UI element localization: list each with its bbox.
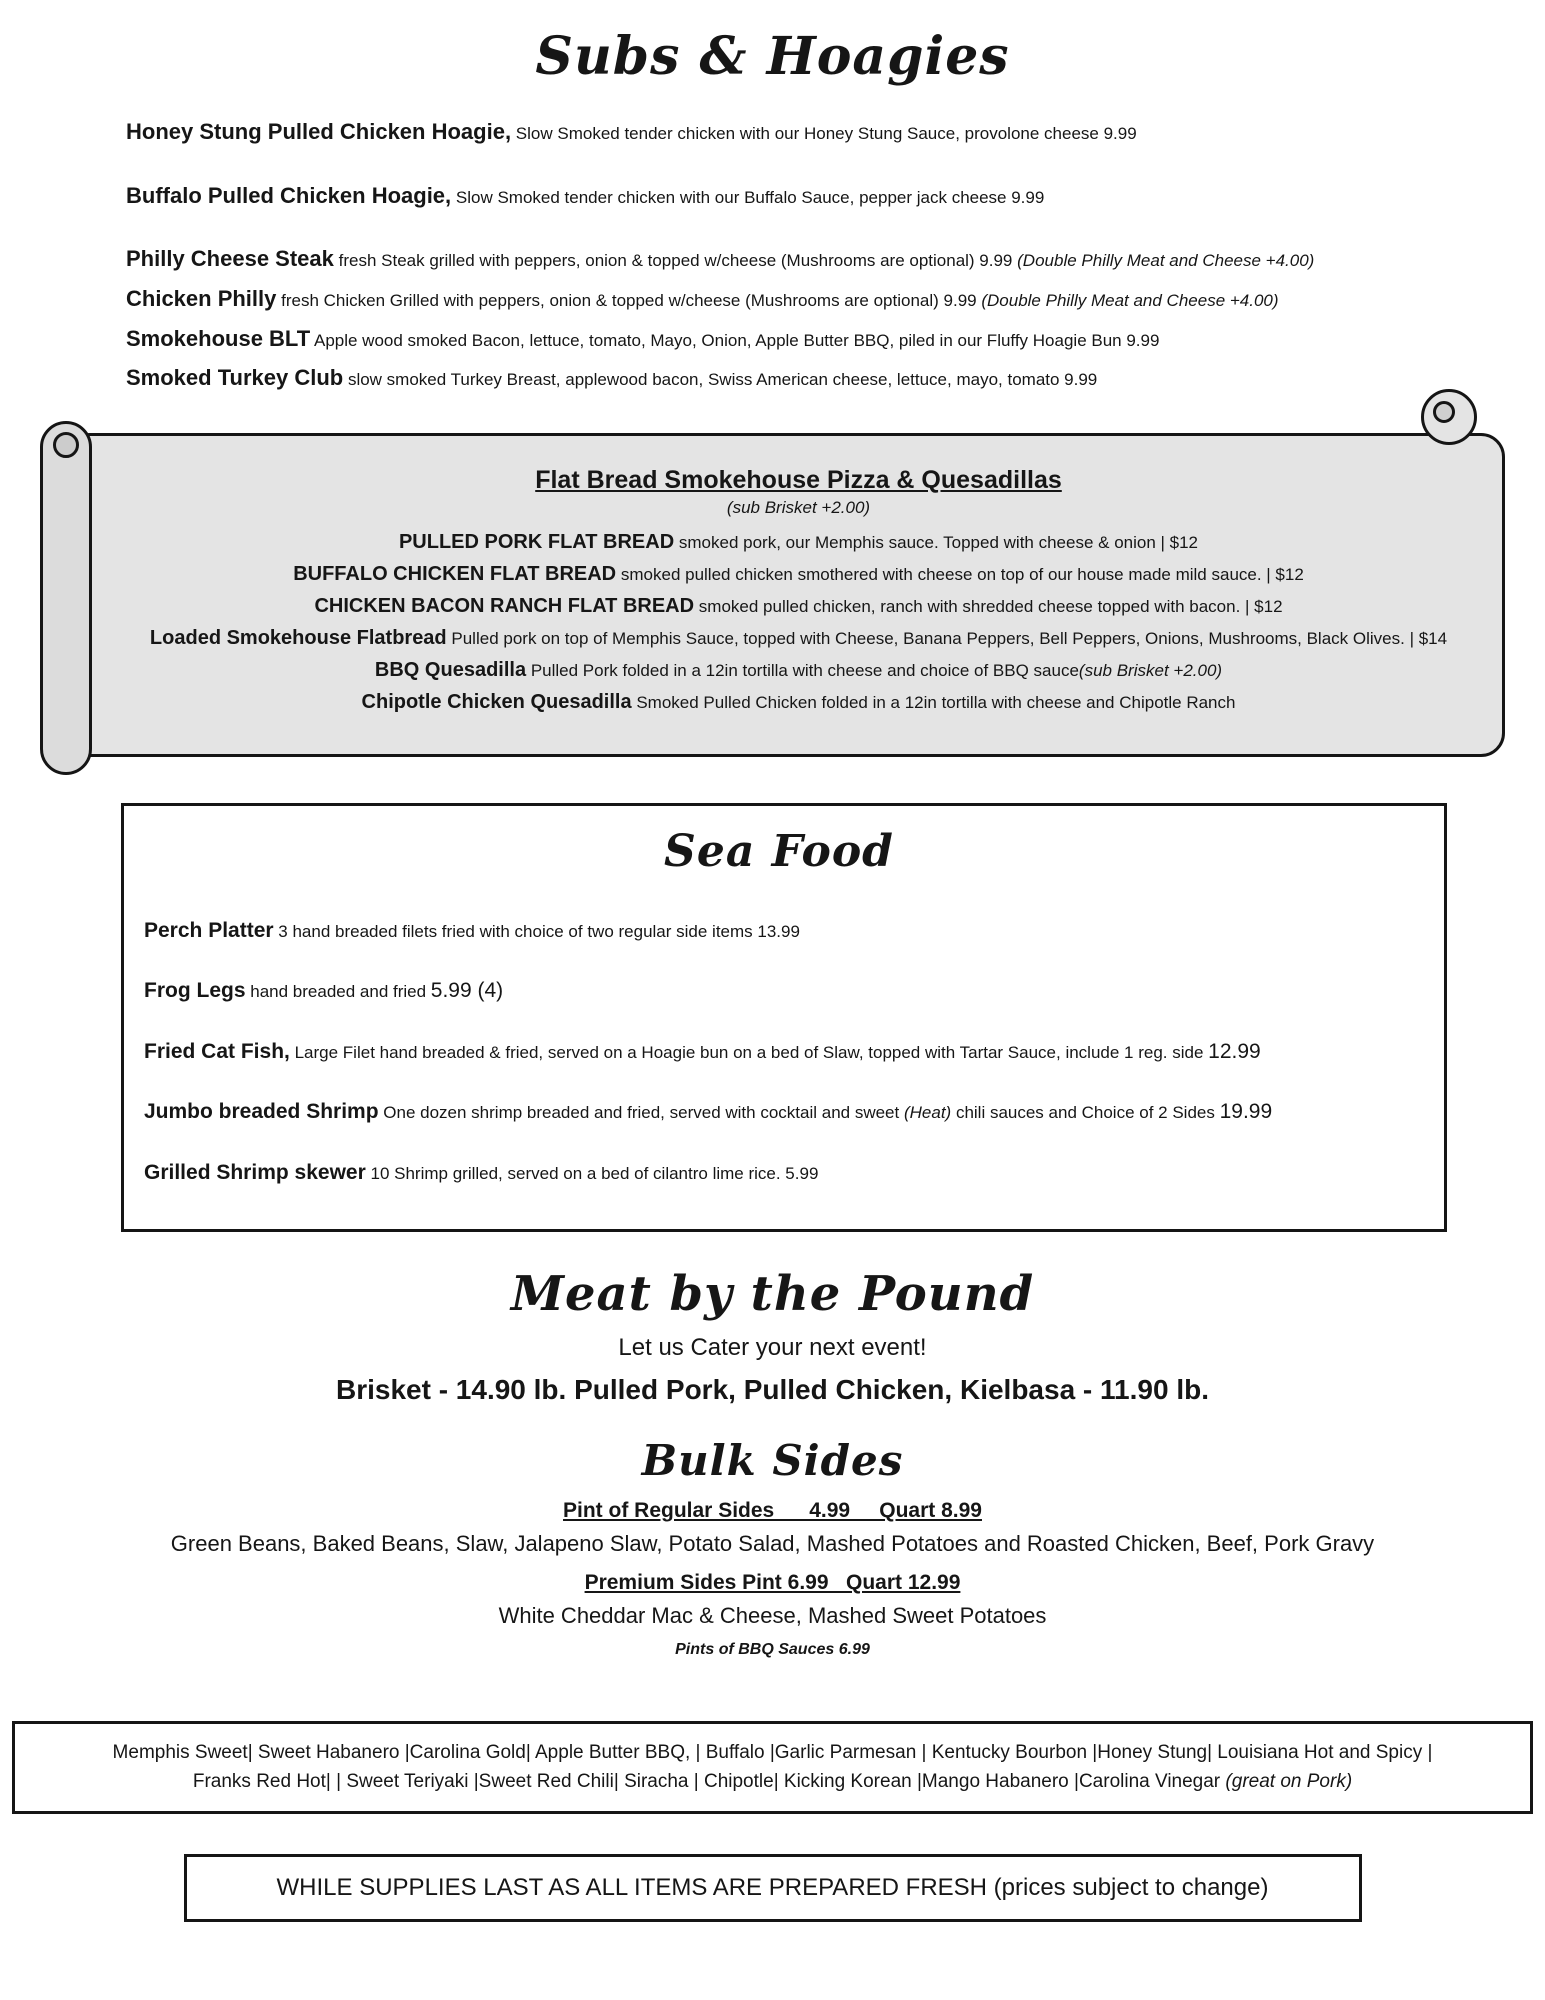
menu-item-pulled-pork-flatbread bbox=[141, 526, 1456, 558]
subs-list bbox=[126, 117, 1475, 393]
item-desc: Large Filet hand breaded & fried, served on a Hoagie bun on a bed of Slaw, topped with Tartar Sauce, include 1 reg. side bbox=[294, 1042, 1204, 1062]
flatbread-section bbox=[66, 433, 1505, 757]
item-desc: hand breaded and fried bbox=[250, 982, 427, 1002]
meat-by-the-pound-section bbox=[0, 1266, 1545, 1406]
sauce-list-note: (great on Pork) bbox=[1225, 1771, 1353, 1793]
scroll-roll-icon bbox=[40, 421, 92, 775]
item-name: Smokehouse BLT bbox=[126, 325, 311, 351]
scroll-curl-icon bbox=[1421, 389, 1477, 445]
item-note: (Double Philly Meat and Cheese +4.00) bbox=[981, 291, 1279, 311]
supplies-notice-text: WHILE SUPPLIES LAST AS ALL ITEMS ARE PREPARED FRESH (prices subject to change) bbox=[276, 1873, 1269, 1901]
item-desc: Slow Smoked tender chicken with our Buffalo Sauce, pepper jack cheese 9.99 bbox=[455, 187, 1045, 207]
item-desc: smoked pulled chicken, ranch with shredded cheese topped with bacon. | $12 bbox=[698, 597, 1283, 617]
item-price: 12.99 bbox=[1208, 1039, 1261, 1063]
item-desc: fresh Steak grilled with peppers, onion & topped w/cheese (Mushrooms are optional) 9.99 bbox=[338, 251, 1013, 271]
item-name: Fried Cat Fish, bbox=[144, 1039, 290, 1063]
item-desc: Pulled pork on top of Memphis Sauce, topped with Cheese, Banana Peppers, Bell Peppers, Onions, Mushrooms, Black Olives. | $14 bbox=[451, 629, 1448, 649]
seafood-title: Sea Food bbox=[664, 826, 894, 878]
menu-item-philly-cheese-steak bbox=[126, 244, 1475, 274]
menu-item-jumbo-breaded-shrimp bbox=[144, 1098, 1414, 1126]
premium-sides-heading: Premium Sides Pint 6.99 Quart 12.99 bbox=[584, 1570, 961, 1594]
item-name: Honey Stung Pulled Chicken Hoagie, bbox=[126, 119, 512, 144]
menu-item-perch-platter bbox=[144, 917, 1414, 945]
menu-item-smoked-turkey-club bbox=[126, 363, 1475, 393]
regular-sides-heading: Pint of Regular Sides 4.99 Quart 8.99 bbox=[563, 1498, 982, 1522]
sauce-list-line1: Memphis Sweet| Sweet Habanero |Carolina Gold| Apple Butter BBQ, | Buffalo |Garlic Parmesan | Kentucky Bourbon |Honey Stung| Louisiana Hot and Spicy | bbox=[112, 1741, 1433, 1763]
item-desc: fresh Chicken Grilled with peppers, onion & topped w/cheese (Mushrooms are optional) 9.99 bbox=[281, 291, 977, 311]
menu-item-buffalo-hoagie bbox=[126, 181, 1475, 211]
bulk-sides-section bbox=[0, 1436, 1545, 1659]
item-name: PULLED PORK FLAT BREAD bbox=[398, 531, 675, 554]
bulk-sides-title: Bulk Sides bbox=[641, 1435, 904, 1485]
item-name: Jumbo breaded Shrimp bbox=[144, 1100, 379, 1124]
catering-line: Let us Cater your next event! bbox=[618, 1333, 927, 1361]
menu-item-bbq-quesadilla bbox=[141, 654, 1456, 686]
item-desc: Smoked Pulled Chicken folded in a 12in tortilla with cheese and Chipotle Ranch bbox=[636, 693, 1236, 713]
item-desc: smoked pork, our Memphis sauce. Topped with cheese & onion | $12 bbox=[678, 533, 1199, 553]
seafood-section bbox=[121, 803, 1447, 1232]
meat-title: Meat by the Pound bbox=[510, 1265, 1035, 1322]
menu-item-honey-stung-hoagie bbox=[126, 117, 1475, 147]
item-note: (sub Brisket +2.00) bbox=[1078, 661, 1223, 681]
item-name: Philly Cheese Steak bbox=[126, 246, 334, 272]
menu-item-chicken-bacon-ranch-flatbread bbox=[141, 590, 1456, 622]
sauce-list-text: Franks Red Hot| | Sweet Teriyaki |Sweet Red Chili| Siracha | Chipotle| Kicking Korean |Mango Habanero |Carolina Vinegar bbox=[192, 1771, 1221, 1793]
menu-item-chipotle-chicken-quesadilla bbox=[141, 686, 1456, 718]
menu-item-loaded-smokehouse-flatbread bbox=[141, 622, 1456, 654]
item-name: BBQ Quesadilla bbox=[374, 659, 527, 682]
item-name: Buffalo Pulled Chicken Hoagie, bbox=[126, 182, 452, 208]
flatbread-scroll-banner bbox=[40, 433, 1505, 757]
item-name: Perch Platter bbox=[144, 919, 274, 943]
item-desc: 10 Shrimp grilled, served on a bed of cilantro lime rice. 5.99 bbox=[370, 1163, 819, 1183]
scroll-spiral-icon bbox=[1433, 401, 1455, 423]
item-price: 5.99 (4) bbox=[430, 979, 504, 1003]
flatbread-subtitle: (sub Brisket +2.00) bbox=[726, 498, 871, 518]
sauce-list-line2 bbox=[45, 1767, 1500, 1796]
premium-sides-items: White Cheddar Mac & Cheese, Mashed Sweet Potatoes bbox=[498, 1602, 1047, 1628]
item-name: Smoked Turkey Club bbox=[126, 365, 344, 391]
item-name: Grilled Shrimp skewer bbox=[144, 1160, 366, 1184]
item-name: Chicken Philly bbox=[126, 286, 277, 312]
scroll-spiral-icon bbox=[53, 432, 79, 458]
item-desc: Apple wood smoked Bacon, lettuce, tomato, Mayo, Onion, Apple Butter BBQ, piled in our Fluffy Hoagie Bun 9.99 bbox=[313, 330, 1160, 350]
flatbread-title: Flat Bread Smokehouse Pizza & Quesadillas bbox=[535, 466, 1062, 495]
item-desc: smoked pulled chicken smothered with cheese on top of our house made mild sauce. | $12 bbox=[620, 565, 1304, 585]
sauce-list-box bbox=[12, 1721, 1533, 1814]
meat-prices-line: Brisket - 14.90 lb. Pulled Pork, Pulled Chicken, Kielbasa - 11.90 lb. bbox=[335, 1373, 1209, 1405]
menu-item-buffalo-chicken-flatbread bbox=[141, 558, 1456, 590]
bbq-sauce-pints-note: Pints of BBQ Sauces 6.99 bbox=[675, 1640, 870, 1658]
item-note: (Heat) bbox=[903, 1103, 952, 1123]
menu-item-frog-legs bbox=[144, 977, 1414, 1005]
item-price: 19.99 bbox=[1219, 1100, 1273, 1124]
menu-item-chicken-philly bbox=[126, 284, 1475, 314]
regular-sides-items: Green Beans, Baked Beans, Slaw, Jalapeno Slaw, Potato Salad, Mashed Potatoes and Roasted Chicken, Beef, Pork Gravy bbox=[170, 1530, 1375, 1556]
item-name: Chipotle Chicken Quesadilla bbox=[361, 691, 632, 714]
item-name: Frog Legs bbox=[144, 979, 246, 1003]
item-desc: Pulled Pork folded in a 12in tortilla with cheese and choice of BBQ sauce bbox=[530, 661, 1079, 681]
item-desc: One dozen shrimp breaded and fried, served with cocktail and sweet bbox=[383, 1103, 900, 1123]
subs-hoagies-title: Subs & Hoagies bbox=[535, 26, 1010, 87]
item-desc: chili sauces and Choice of 2 Sides bbox=[955, 1103, 1215, 1123]
item-desc: slow smoked Turkey Breast, applewood bacon, Swiss American cheese, lettuce, mayo, tomato 9.99 bbox=[347, 370, 1098, 390]
supplies-notice-box bbox=[184, 1854, 1362, 1922]
item-desc: Slow Smoked tender chicken with our Honey Stung Sauce, provolone cheese 9.99 bbox=[515, 124, 1137, 143]
menu-item-grilled-shrimp-skewer bbox=[144, 1159, 1414, 1187]
item-desc: 3 hand breaded filets fried with choice of two regular side items 13.99 bbox=[278, 922, 800, 942]
menu-item-fried-cat-fish bbox=[144, 1038, 1414, 1066]
menu-item-smokehouse-blt bbox=[126, 324, 1475, 354]
item-name: Loaded Smokehouse Flatbread bbox=[149, 627, 447, 650]
item-name: CHICKEN BACON RANCH FLAT BREAD bbox=[314, 595, 695, 618]
item-note: (Double Philly Meat and Cheese +4.00) bbox=[1017, 251, 1315, 271]
item-name: BUFFALO CHICKEN FLAT BREAD bbox=[293, 563, 617, 586]
